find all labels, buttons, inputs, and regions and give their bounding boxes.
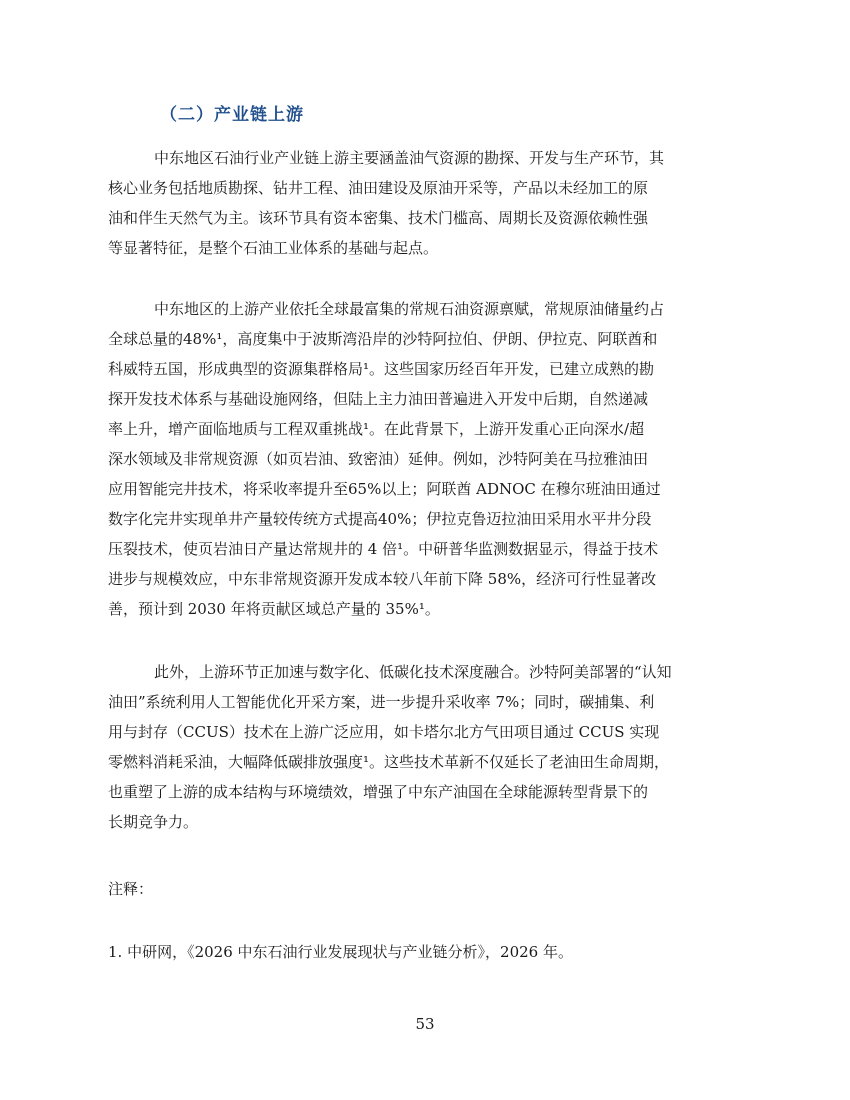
paragraph-line: 压裂技术，使页岩油日产量达常规井的 4 倍¹。中研普华监测数据显示，得益于技术 <box>108 540 659 558</box>
paragraph-line: 全球总量的48%¹，高度集中于波斯湾沿岸的沙特阿拉伯、伊朗、伊拉克、阿联酋和 <box>108 330 658 348</box>
section-heading: （二）产业链上游 <box>160 105 304 125</box>
paragraph-line: 科威特五国，形成典型的资源集群格局¹。这些国家历经百年开发，已建立成熟的勘 <box>108 360 655 378</box>
paragraph-line: 零燃料消耗采油，大幅降低碳排放强度¹。这些技术革新不仅延长了老油田生命周期， <box>108 753 670 771</box>
paragraph-line: 应用智能完井技术，将采收率提升至65%以上；阿联酋 ADNOC 在穆尔班油田通过 <box>108 480 661 498</box>
paragraph-line: 中东地区石油行业产业链上游主要涵盖油气资源的勘探、开发与生产环节，其 <box>154 149 665 167</box>
notes-label: 注释： <box>108 880 154 898</box>
paragraph-line: 长期竞争力。 <box>108 813 199 831</box>
page-number: 53 <box>415 1015 435 1033</box>
paragraph-digital-lowcarbon <box>108 657 728 837</box>
paragraph-line: 也重塑了上游的成本结构与环境绩效，增强了中东产油国在全球能源转型背景下的 <box>108 783 649 801</box>
paragraph-resource-endowment <box>108 294 728 624</box>
paragraph-line: 探开发技术体系与基础设施网络，但陆上主力油田普遍进入开发中后期，自然递减 <box>108 390 649 408</box>
paragraph-line: 进步与规模效应，中东非常规资源开发成本较八年前下降 58%，经济可行性显著改 <box>108 570 657 588</box>
paragraph-line: 用与封存（CCUS）技术在上游广泛应用，如卡塔尔北方气田项目通过 CCUS 实现 <box>108 723 660 741</box>
paragraph-upstream-overview <box>108 143 728 263</box>
paragraph-line: 油田”系统利用人工智能优化开采方案，进一步提升采收率 7%；同时，碳捕集、利 <box>108 693 655 711</box>
paragraph-line: 数字化完井实现单井产量较传统方式提高40%；伊拉克鲁迈拉油田采用水平井分段 <box>108 510 652 528</box>
paragraph-line: 油和伴生天然气为主。该环节具有资本密集、技术门槛高、周期长及资源依赖性强 <box>108 209 649 227</box>
paragraph-line: 核心业务包括地质勘探、钻井工程、油田建设及原油开采等，产品以未经加工的原 <box>108 179 649 197</box>
paragraph-line: 等显著特征，是整个石油工业体系的基础与起点。 <box>108 239 439 257</box>
note-item: 1. 中研网，《2026 中东石油行业发展现状与产业链分析》，2026 年。 <box>108 943 573 961</box>
paragraph-line: 中东地区的上游产业依托全球最富集的常规石油资源禀赋，常规原油储量约占 <box>154 300 665 318</box>
paragraph-line: 善，预计到 2030 年将贡献区域总产量的 35%¹。 <box>108 600 440 618</box>
paragraph-line: 深水领域及非常规资源（如页岩油、致密油）延伸。例如，沙特阿美在马拉雅油田 <box>108 450 649 468</box>
paragraph-line: 此外，上游环节正加速与数字化、低碳化技术深度融合。沙特阿美部署的“认知 <box>154 663 672 681</box>
paragraph-line: 率上升，增产面临地质与工程双重挑战¹。在此背景下，上游开发重心正向深水/超 <box>108 420 645 438</box>
